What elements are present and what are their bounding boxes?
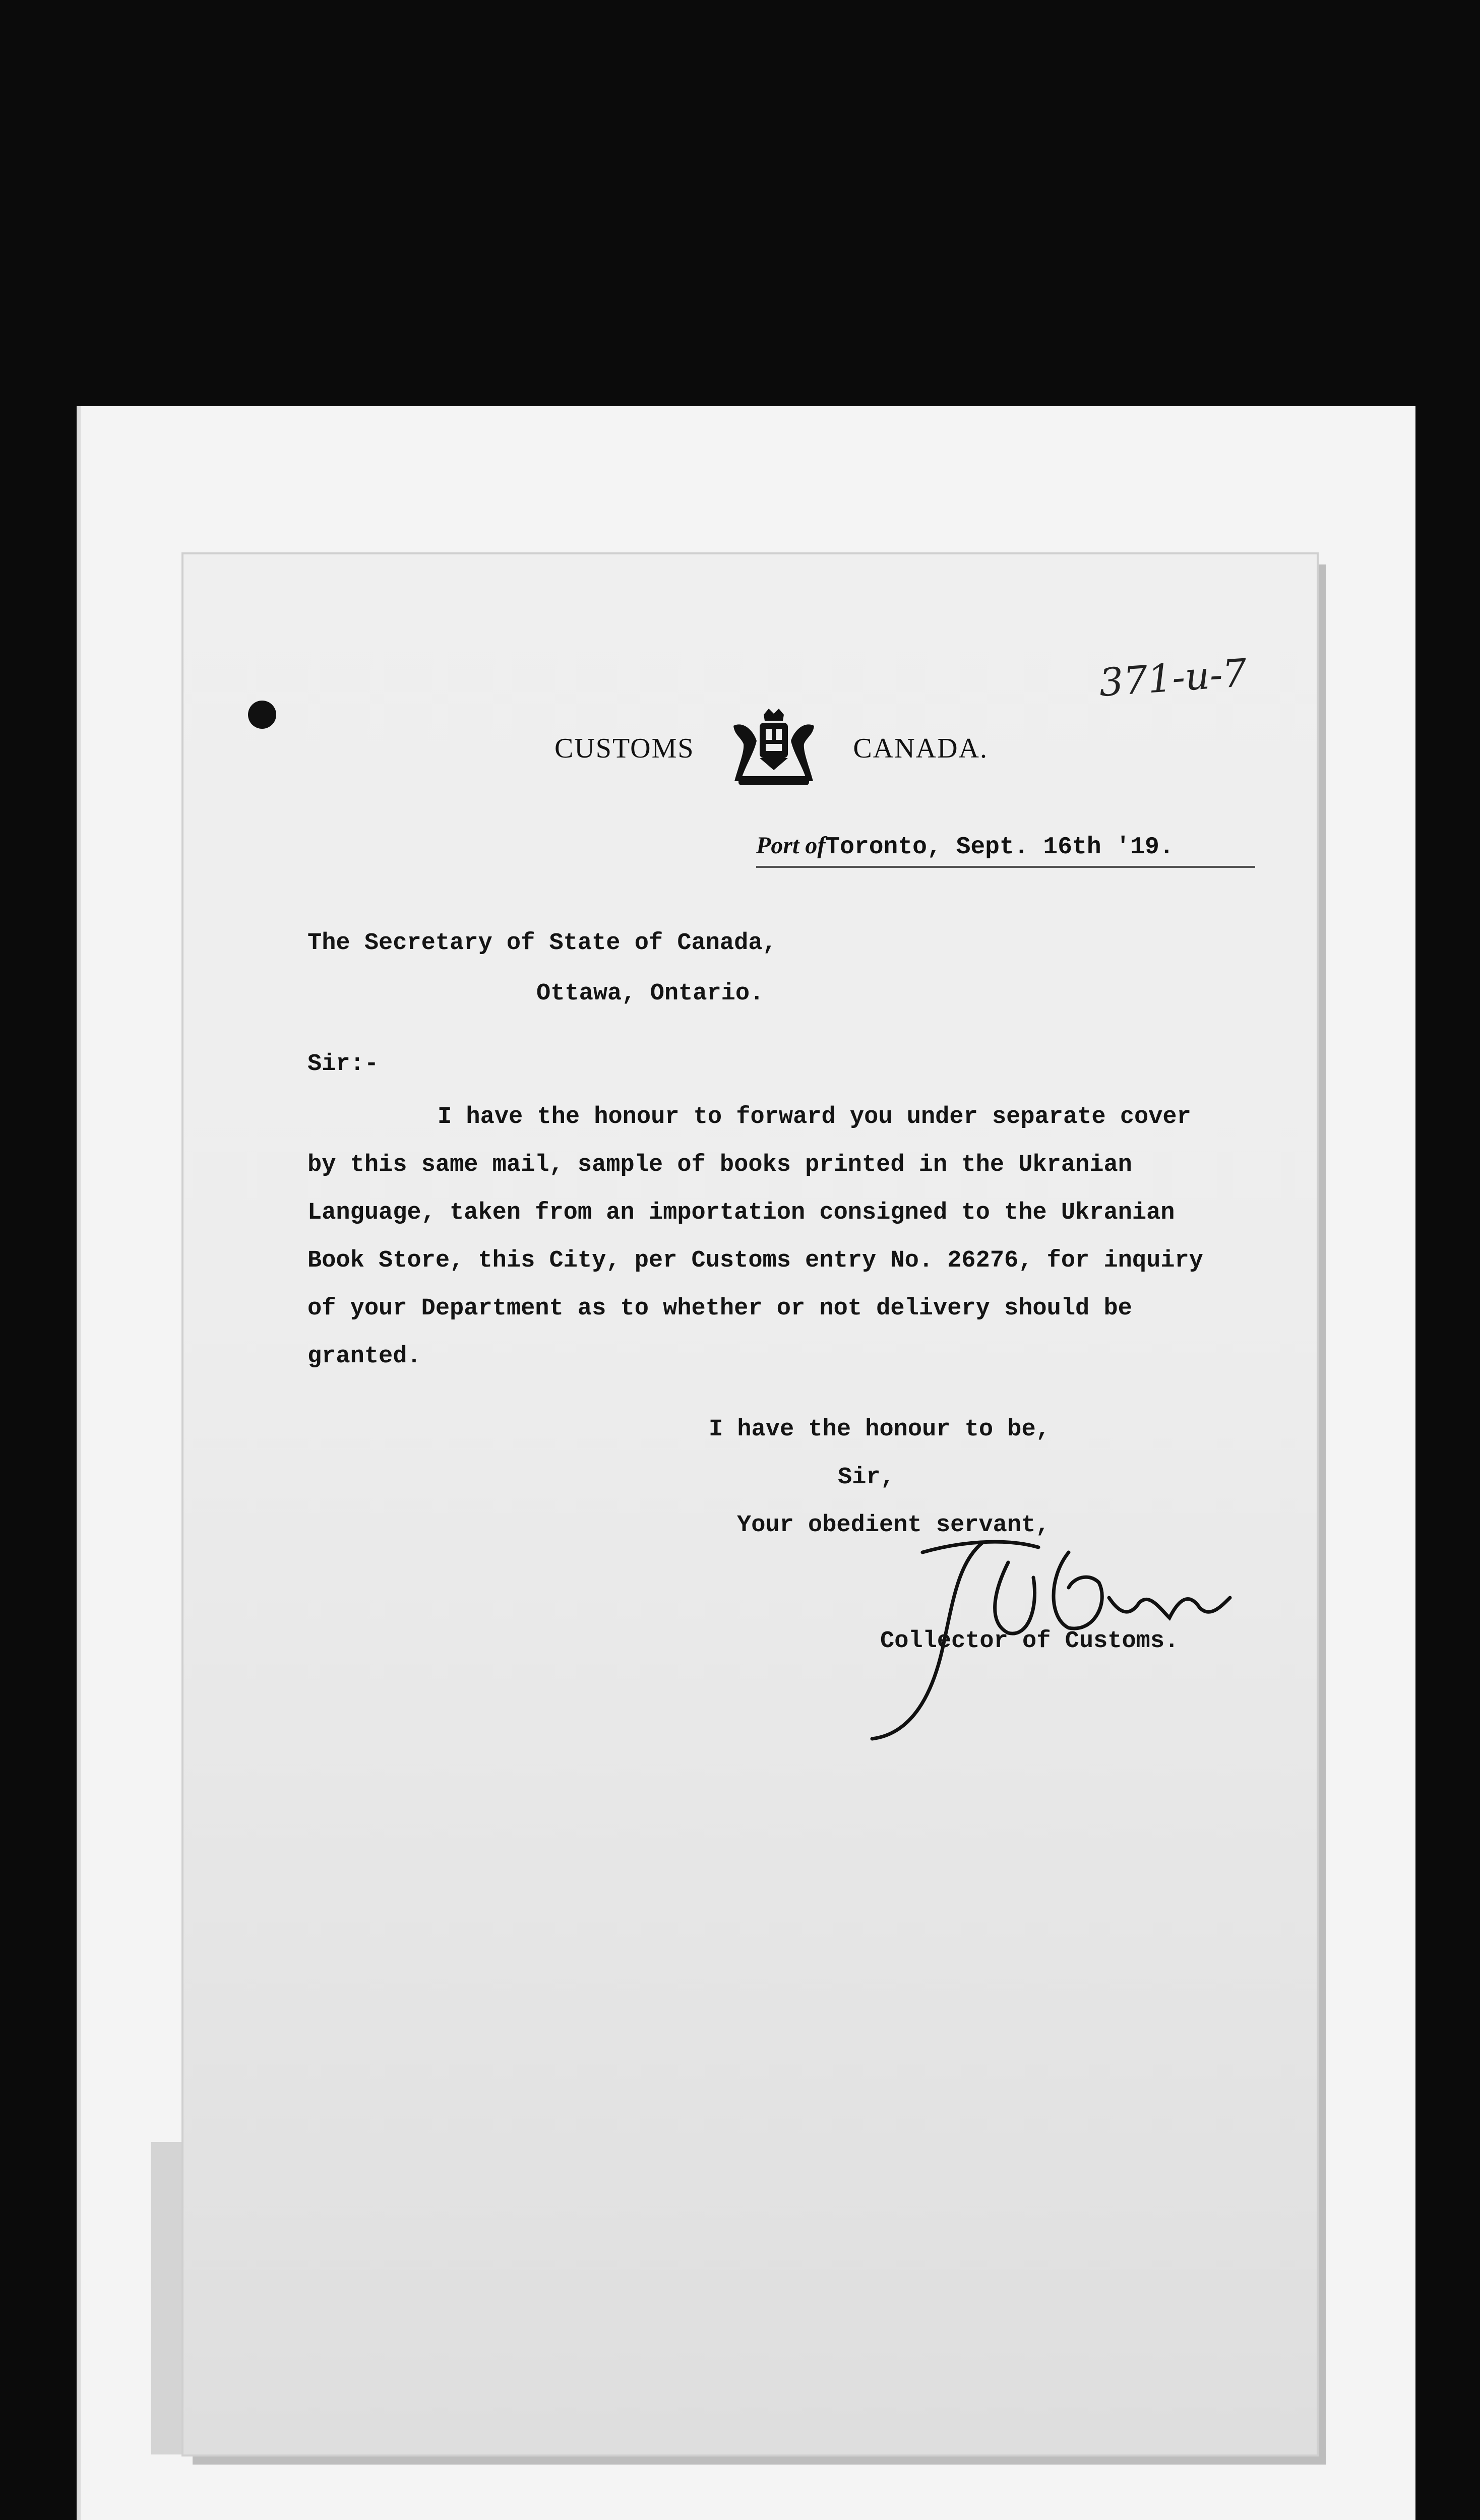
port-date-line <box>756 832 1255 868</box>
handwritten-file-number: 371-u-7 <box>1097 650 1249 706</box>
body-line: of your Department as to whether or not delivery should be <box>307 1295 1132 1322</box>
closing-line-3: Your obedient servant, <box>737 1512 1050 1539</box>
royal-coat-of-arms-icon <box>723 706 824 791</box>
body-line: by this same mail, sample of books printed in the Ukranian <box>307 1152 1132 1178</box>
body-line: granted. <box>307 1343 421 1370</box>
body-line: Language, taken from an importation consigned to the Ukranian <box>307 1200 1175 1226</box>
addressee-line-1: The Secretary of State of Canada, <box>307 930 777 957</box>
body-line: Book Store, this City, per Customs entry No. 26276, for inquiry <box>307 1247 1203 1274</box>
port-date-value: Toronto, Sept. 16th '19. <box>825 834 1174 861</box>
letterhead-canada: CANADA. <box>853 733 988 764</box>
letterhead-customs: CUSTOMS <box>554 733 695 764</box>
closing-line-1: I have the honour to be, <box>709 1416 1050 1443</box>
port-label: Port of <box>756 832 826 859</box>
closing-title: Collector of Customs. <box>880 1628 1179 1655</box>
salutation: Sir:- <box>307 1051 379 1078</box>
addressee-line-2: Ottawa, Ontario. <box>536 980 764 1007</box>
letterhead <box>554 706 988 791</box>
punch-hole <box>248 701 276 729</box>
body-line: I have the honour to forward you under separate cover <box>438 1104 1191 1130</box>
closing-line-2: Sir, <box>838 1464 895 1491</box>
